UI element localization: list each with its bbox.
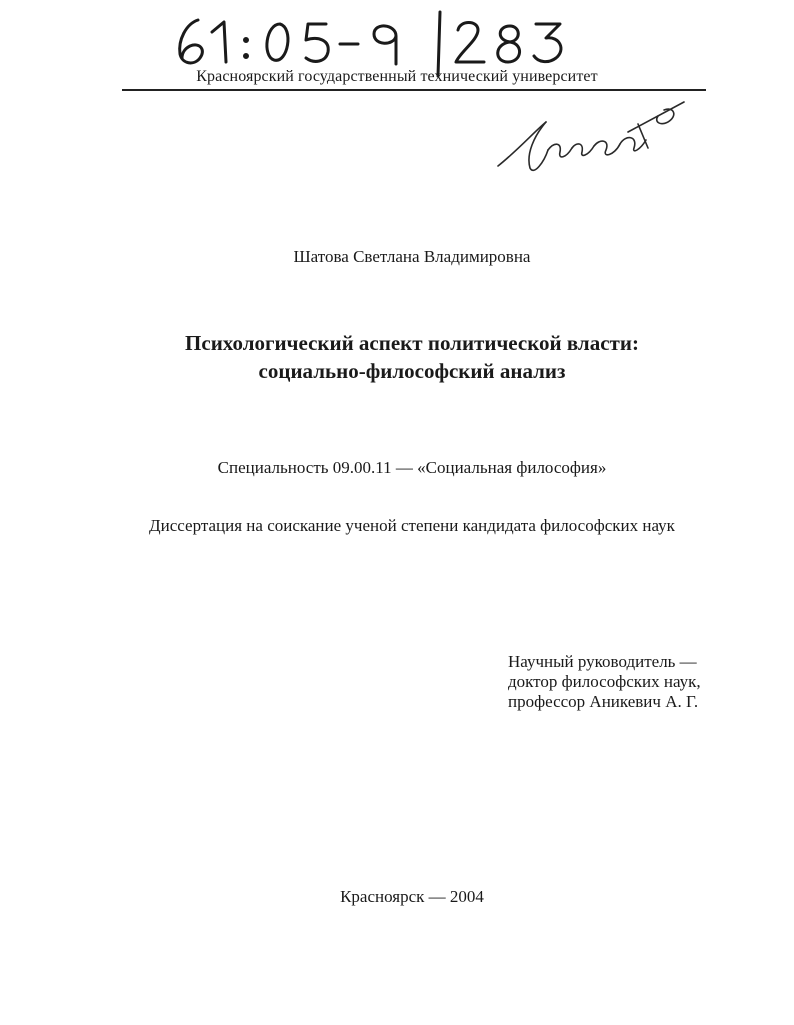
city-year: Красноярск — 2004 <box>340 887 484 906</box>
supervisor-line-2: доктор философских наук, <box>508 672 701 691</box>
university-name: Красноярский государственный технический университет <box>196 68 598 85</box>
degree-line: Диссертация на соискание ученой степени кандидата философских наук <box>149 516 675 535</box>
dissertation-title <box>0 329 794 385</box>
handwritten-signature <box>488 92 688 180</box>
author-name: Шатова Светлана Владимировна <box>293 247 531 266</box>
supervisor-line-3: профессор Аникевич А. Г. <box>508 692 699 711</box>
supervisor-line-1: Научный руководитель — <box>508 652 697 671</box>
specialty-line: Специальность 09.00.11 — «Социальная философия» <box>217 458 607 477</box>
title-line-1: Психологический аспект политической власти: <box>185 331 639 355</box>
header-rule <box>122 89 706 91</box>
title-line-2: социально-философский анализ <box>258 359 566 383</box>
supervisor-block <box>508 652 701 712</box>
